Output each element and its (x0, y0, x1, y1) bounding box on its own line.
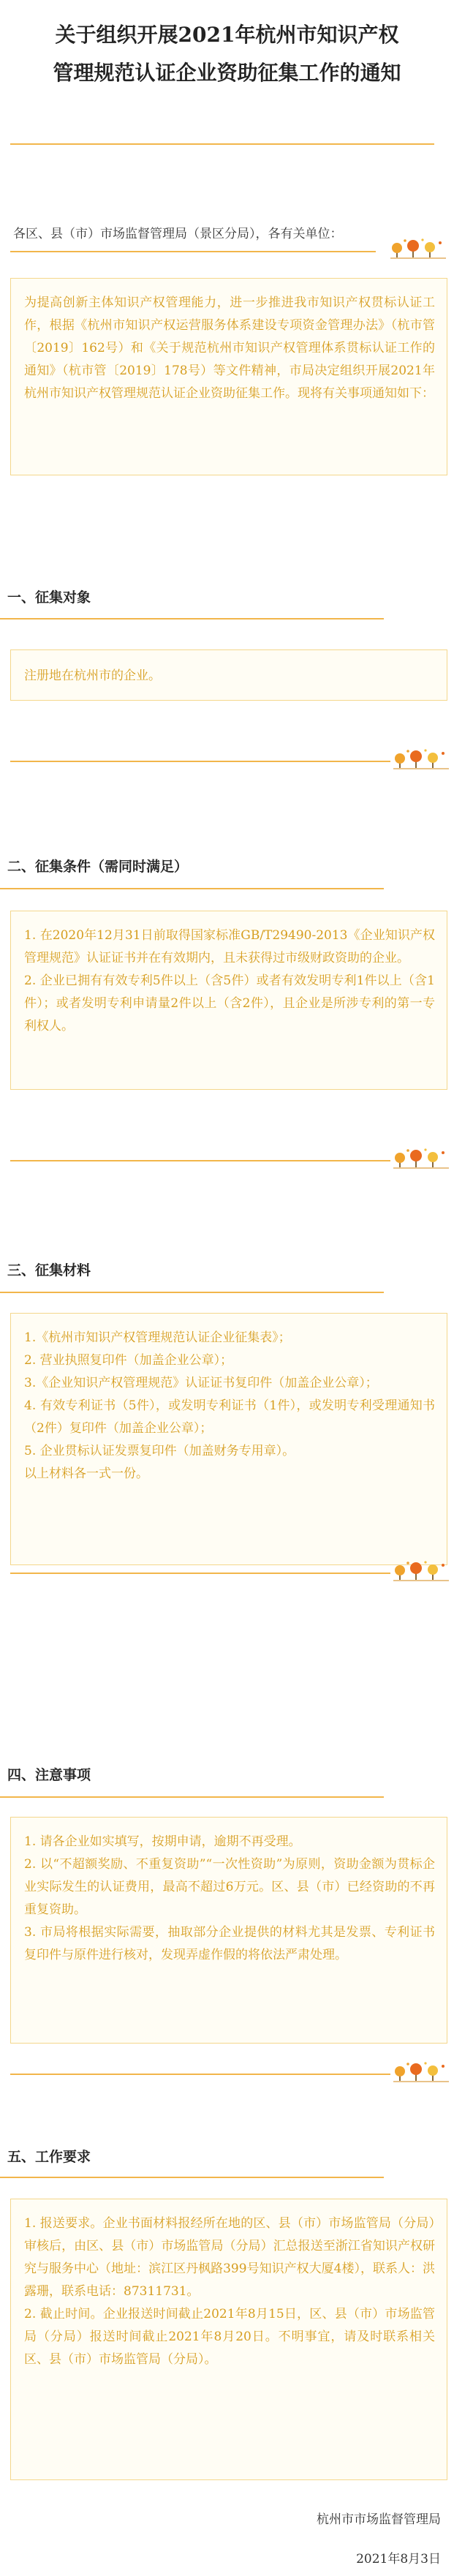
title-line: 关于组织开展2021年杭州市知识产权 (55, 23, 399, 47)
section-paragraph: 1.《杭州市知识产权管理规范认证企业征集表》； (24, 1330, 291, 1345)
section-paragraph: 2. 营业执照复印件（加盖企业公章）； (24, 1353, 233, 1368)
section-paragraph: 2. 以“不超额奖励、不重复资助”“一次性资助”为原则，资助金额为贯标企业实际发生的认证费用，最高不超过6万元。区、县（市）已经资助的不再重复资助。 (24, 1857, 435, 1917)
autumn-leaves-icon (393, 747, 449, 769)
autumn-leaves-icon (393, 2060, 449, 2082)
divider-line (10, 761, 390, 762)
section-box (10, 1817, 447, 2044)
issue-date: 2021年8月3日 (356, 2552, 441, 2566)
page-title (0, 16, 454, 92)
title-line: 管理规范认证企业资助征集工作的通知 (53, 61, 401, 85)
section-box (10, 2199, 447, 2480)
addressee: 各区、县（市）市场监督管理局（景区分局），各有关单位： (13, 227, 343, 241)
divider-line (10, 1573, 390, 1574)
intro-box (10, 278, 447, 475)
divider-line (10, 1160, 390, 1161)
section-paragraph: 1. 报送要求。企业书面材料报经所在地的区、县（市）市场监管局（分局）审核后，由区、县（市）市场监管局（分局）汇总报送至浙江省知识产权研究与服务中心（地址：滨江区丹枫路399号知识产权大厦4楼），联系人：洪露珊，联系电话：87311731。 (24, 2216, 435, 2299)
autumn-leaves-icon (390, 237, 446, 259)
section-paragraph: 2. 截止时间。企业报送时间截止2021年8月15日，区、县（市）市场监管局（分局）报送时间截止2021年8月20日。不明事宜，请及时联系相关区、县（市）市场监管局（分局）。 (24, 2307, 435, 2367)
autumn-leaves-icon (393, 1147, 449, 1169)
section-box (10, 1313, 447, 1565)
issuer: 杭州市市场监督管理局 (317, 2512, 441, 2527)
section-heading: 五、工作要求 (7, 2149, 91, 2165)
divider-line (0, 2177, 384, 2178)
section-paragraph: 1. 在2020年12月31日前取得国家标准GB/T29490-2013《企业知识产权管理规范》认证证书并在有效期内，且未获得过市级财政资助的企业。 (24, 928, 435, 965)
section-heading: 二、征集条件（需同时满足） (7, 859, 189, 875)
section-paragraph: 3.《企业知识产权管理规范》认证证书复印件（加盖企业公章）； (24, 1376, 378, 1390)
divider-line (10, 2074, 390, 2075)
section-paragraph: 5. 企业贯标认证发票复印件（加盖财务专用章）。 (24, 1444, 295, 1458)
section-paragraph: 2. 企业已拥有有效专利5件以上（含5件）或者有效发明专利1件以上（含1件）；或者发明专利申请量2件以上（含2件），且企业是所涉专利的第一专利权人。 (24, 973, 435, 1033)
divider-line (0, 1292, 384, 1293)
divider-line (10, 143, 434, 145)
divider-line (0, 618, 384, 619)
intro-text: 为提高创新主体知识产权管理能力，进一步推进我市知识产权贯标认证工作，根据《杭州市知识产权运营服务体系建设专项资金管理办法》（杭市管〔2019〕162号）和《关于规范杭州市知识产权管理体系贯标认证工作的通知》（杭市管〔2019〕178号）等文件精神，市局决定组织开展2021年杭州市知识产权管理规范认证企业资助征集工作。现将有关事项通知如下： (24, 295, 435, 401)
section-paragraph: 4. 有效专利证书（5件），或发明专利证书（1件），或发明专利受理通知书（2件）复印件（加盖企业公章）； (24, 1398, 435, 1436)
section-box (10, 649, 447, 701)
section-heading: 一、征集对象 (7, 590, 91, 606)
divider-line (10, 251, 376, 252)
section-paragraph: 以上材料各一式一份。 (24, 1466, 148, 1481)
autumn-leaves-icon (393, 1559, 449, 1581)
section-heading: 四、注意事项 (7, 1767, 91, 1783)
divider-line (0, 888, 384, 889)
section-paragraph: 3. 市局将根据实际需要，抽取部分企业提供的材料尤其是发票、专利证书复印件与原件进行核对，发现弄虚作假的将依法严肃处理。 (24, 1925, 435, 1962)
section-heading: 三、征集材料 (7, 1262, 91, 1278)
section-paragraph: 1. 请各企业如实填写，按期申请，逾期不再受理。 (24, 1834, 301, 1849)
section-box (10, 911, 447, 1090)
section-paragraph: 注册地在杭州市的企业。 (24, 669, 161, 683)
divider-line (0, 1796, 384, 1798)
